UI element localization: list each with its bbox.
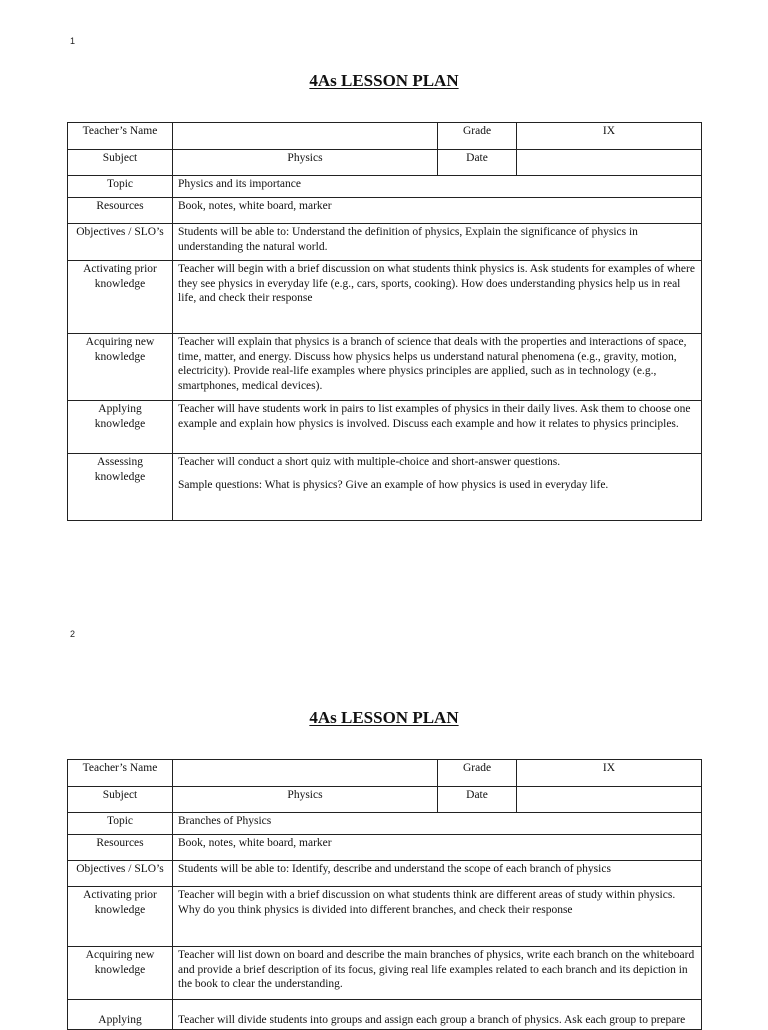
grade-value: IX — [517, 760, 702, 787]
objectives-label: Objectives / SLO’s — [68, 861, 173, 887]
table-row — [68, 760, 702, 787]
table-row — [68, 224, 702, 261]
table-row — [68, 401, 702, 454]
table-row — [68, 334, 702, 401]
resources-value: Book, notes, white board, marker — [173, 835, 702, 861]
activating-value: Teacher will begin with a brief discussion on what students think are different areas of study within physics. Why do you think physics is divided into different branches, and check their response — [173, 887, 702, 947]
teacher-name-value — [173, 123, 438, 150]
applying-label: Applying knowledge — [68, 401, 173, 454]
table-row — [68, 887, 702, 947]
subject-label: Subject — [68, 787, 173, 813]
applying-value: Teacher will have students work in pairs to list examples of physics in their daily lives. Ask them to choose one example and explain how physics is involved. Discuss each example and how it relates to physics principles. — [173, 401, 702, 454]
subject-value: Physics — [173, 150, 438, 176]
table-row — [68, 198, 702, 224]
activating-label: Activating prior knowledge — [68, 887, 173, 947]
table-row — [68, 123, 702, 150]
objectives-value: Students will be able to: Identify, describe and understand the scope of each branch of physics — [173, 861, 702, 887]
table-row — [68, 1000, 702, 1030]
grade-value: IX — [517, 123, 702, 150]
acquiring-label: Acquiring new knowledge — [68, 947, 173, 1000]
assessing-label: Assessing knowledge — [68, 454, 173, 521]
table-row — [68, 176, 702, 198]
table-row — [68, 150, 702, 176]
acquiring-label: Acquiring new knowledge — [68, 334, 173, 401]
assessing-paragraph: Teacher will conduct a short quiz with multiple-choice and short-answer questions. — [178, 456, 561, 468]
topic-value: Branches of Physics — [173, 813, 702, 835]
date-value — [517, 787, 702, 813]
subject-value: Physics — [173, 787, 438, 813]
date-label: Date — [438, 150, 517, 176]
objectives-value: Students will be able to: Understand the definition of physics, Explain the significance of physics in understanding the natural world. — [173, 224, 702, 261]
table-row — [68, 787, 702, 813]
page-title: 4As LESSON PLAN — [309, 708, 459, 727]
table-row — [68, 835, 702, 861]
grade-label: Grade — [438, 123, 517, 150]
applying-label: Applying — [68, 1000, 173, 1030]
acquiring-value: Teacher will list down on board and describe the main branches of physics, write each branch on the whiteboard and provide a brief description of its focus, giving real life examples related to each branch and its depiction in the book to clear the understanding. — [173, 947, 702, 1000]
date-value — [517, 150, 702, 176]
table-row — [68, 861, 702, 887]
teacher-name-label: Teacher’s Name — [68, 123, 173, 150]
grade-label: Grade — [438, 760, 517, 787]
teacher-name-label: Teacher’s Name — [68, 760, 173, 787]
table-row — [68, 261, 702, 334]
topic-label: Topic — [68, 176, 173, 198]
page-title: 4As LESSON PLAN — [309, 71, 459, 90]
assessing-value — [173, 454, 702, 521]
activating-label: Activating prior knowledge — [68, 261, 173, 334]
page-number: 2 — [70, 629, 76, 639]
objectives-label: Objectives / SLO’s — [68, 224, 173, 261]
topic-label: Topic — [68, 813, 173, 835]
resources-label: Resources — [68, 198, 173, 224]
lesson-plan-table — [67, 122, 702, 521]
resources-value: Book, notes, white board, marker — [173, 198, 702, 224]
teacher-name-value — [173, 760, 438, 787]
lesson-plan-table — [67, 759, 702, 1030]
assessing-paragraph: Sample questions: What is physics? Give an example of how physics is used in everyday life. — [178, 478, 609, 491]
activating-value: Teacher will begin with a brief discussion on what students think physics is. Ask students for examples of where they see physics in everyday life (e.g., cars, sports, cooking). How does understanding physics help us in real life, and check their response — [173, 261, 702, 334]
resources-label: Resources — [68, 835, 173, 861]
page-number: 1 — [70, 36, 76, 46]
table-row — [68, 813, 702, 835]
date-label: Date — [438, 787, 517, 813]
applying-value: Teacher will divide students into groups and assign each group a branch of physics. Ask each group to prepare — [173, 1000, 702, 1030]
topic-value: Physics and its importance — [173, 176, 702, 198]
table-row — [68, 947, 702, 1000]
acquiring-value: Teacher will explain that physics is a branch of science that deals with the properties and interactions of space, time, matter, and energy. Discuss how physics helps us understand natural phenomena (e.g., gravity, motion, electricity). Provide real-life examples where physics principles are applied, such as in technology (e.g., smartphones, medical devices). — [173, 334, 702, 401]
subject-label: Subject — [68, 150, 173, 176]
table-row — [68, 454, 702, 521]
